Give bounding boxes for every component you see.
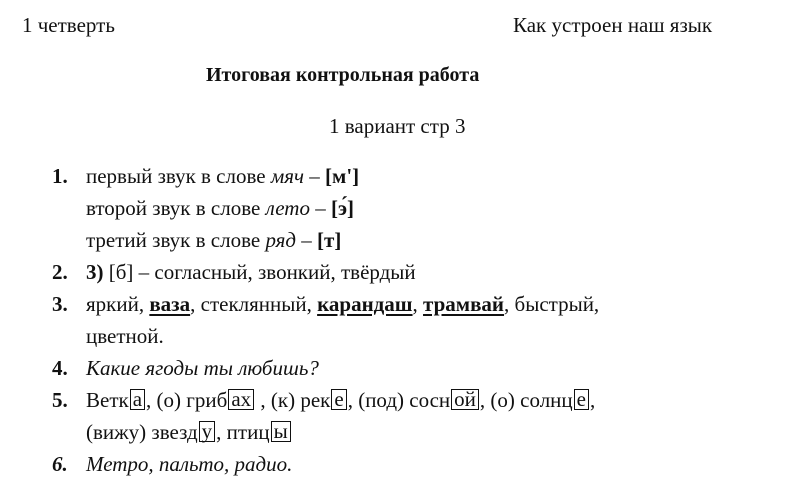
item-number: 6. xyxy=(52,452,68,476)
ending-box: ы xyxy=(271,421,291,442)
answer-text: третий звук в слове xyxy=(86,228,266,252)
ending-box: е xyxy=(331,389,346,410)
ending-box: ах xyxy=(228,389,254,410)
answer-line xyxy=(86,224,599,256)
ending-box: е xyxy=(574,389,589,410)
option-number: 3) xyxy=(86,260,104,284)
underlined-word: ваза xyxy=(149,292,191,316)
item-number: 1. xyxy=(52,164,68,188)
ending-box: у xyxy=(199,421,216,442)
answer-text: , стеклянный, xyxy=(190,292,318,316)
answer-item-2 xyxy=(52,256,599,288)
item-number: 5. xyxy=(52,388,68,412)
answer-line xyxy=(86,384,599,416)
answer-text: , (к) рек xyxy=(255,388,331,412)
answer-text: Какие ягоды ты любишь? xyxy=(86,356,319,380)
answer-item-1 xyxy=(52,160,599,256)
page-title: Итоговая контрольная работа xyxy=(206,64,480,86)
item-number: 2. xyxy=(52,260,68,284)
item-number: 4. xyxy=(52,356,68,380)
answer-line xyxy=(86,192,599,224)
dash: – xyxy=(304,164,326,188)
item-number: 3. xyxy=(52,292,68,316)
answer-line xyxy=(86,256,599,288)
sound-answer: [м'] xyxy=(325,164,360,188)
answer-text: первый звук в слове xyxy=(86,164,271,188)
subject-label: Как устроен наш язык xyxy=(513,13,713,37)
answer-text: , xyxy=(590,388,596,412)
answer-text: , (о) гриб xyxy=(146,388,228,412)
answer-text: цветной. xyxy=(86,324,164,348)
dash: – xyxy=(309,196,331,220)
underlined-word: трамвай xyxy=(423,292,505,316)
variant-label: 1 вариант стр 3 xyxy=(329,114,466,138)
answer-item-6 xyxy=(52,448,599,480)
answer-item-5 xyxy=(52,384,599,448)
dash: – xyxy=(296,228,318,252)
answer-text: Метро, пальто, радио. xyxy=(86,452,293,476)
example-word: ряд xyxy=(265,228,297,252)
answer-line xyxy=(86,288,599,320)
ending-box: ой xyxy=(451,389,479,410)
answer-item-4 xyxy=(52,352,599,384)
example-word: мяч xyxy=(270,164,305,188)
answer-item-3 xyxy=(52,288,599,352)
answer-text: , птиц xyxy=(216,420,270,444)
answer-text: [б] – согласный, звонкий, твёрдый xyxy=(103,260,416,284)
ending-box: а xyxy=(130,389,145,410)
answer-text: Ветк xyxy=(86,388,129,412)
answer-text: яркий, xyxy=(86,292,150,316)
answer-text: , быстрый, xyxy=(504,292,600,316)
underlined-word: карандаш xyxy=(317,292,413,316)
answer-text: , (под) сосн xyxy=(347,388,451,412)
answer-text: второй звук в слове xyxy=(86,196,266,220)
answer-text: , (о) солнц xyxy=(479,388,573,412)
answer-list xyxy=(52,160,599,480)
answer-text: (вижу) звезд xyxy=(86,420,198,444)
answer-text: , xyxy=(412,292,424,316)
answer-line xyxy=(86,448,599,480)
sound-answer: [т] xyxy=(317,228,342,252)
quarter-label: 1 четверть xyxy=(22,13,115,37)
example-word: лето xyxy=(265,196,310,220)
answer-line xyxy=(86,160,599,192)
answer-line xyxy=(86,416,599,448)
answer-line xyxy=(86,352,599,384)
answer-line xyxy=(86,320,599,352)
sound-answer: [э́] xyxy=(330,196,355,220)
